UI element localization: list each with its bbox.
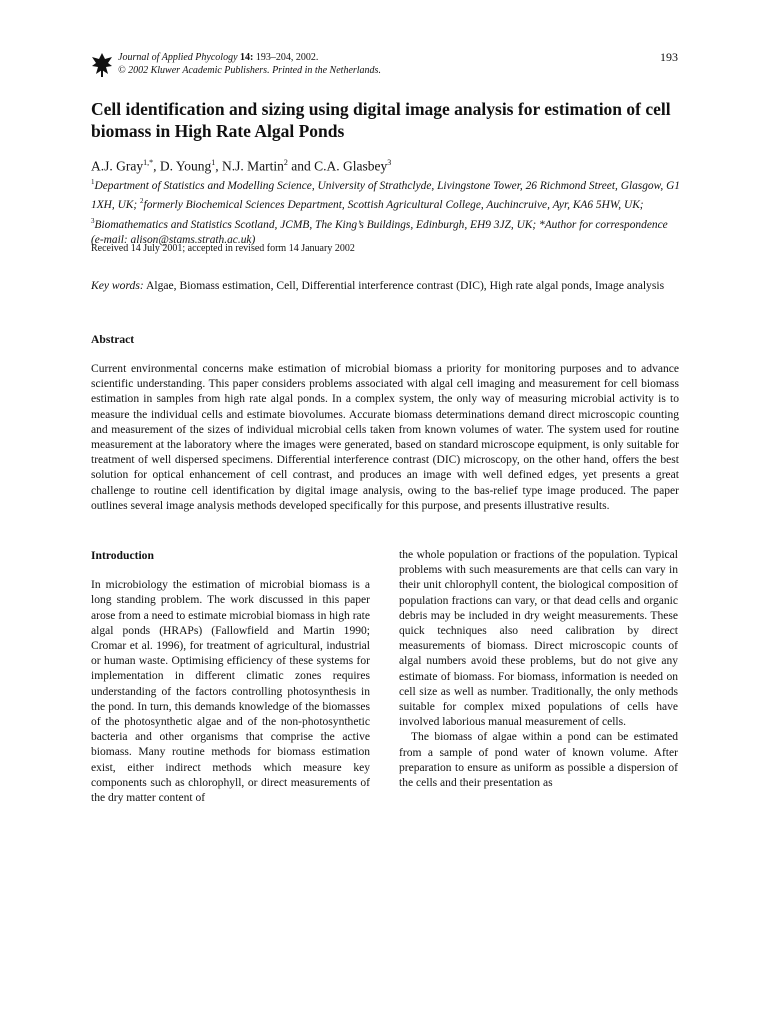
- affiliation-mark: 3: [91, 216, 95, 225]
- body-column-left: [91, 548, 370, 806]
- journal-header: [91, 50, 681, 80]
- affiliation-mark: 2: [140, 197, 144, 206]
- kluwer-logo-icon: [91, 52, 113, 78]
- author-affiliation-mark: 3: [387, 158, 392, 167]
- author-affiliation-mark: 2: [283, 158, 288, 167]
- keywords-label: Key words:: [91, 279, 144, 292]
- affiliations: [91, 175, 681, 248]
- author-affiliation-mark: 1: [211, 158, 216, 167]
- author-list: [91, 158, 681, 175]
- keywords: [91, 278, 679, 293]
- affiliation-text: Department of Statistics and Modelling Science, University of Strathclyde, Livingstone Tower, 26 Richmond Street, Glasgow, G1 1XH, UK;: [91, 179, 680, 212]
- abstract-text: Current environmental concerns make estimation of microbial biomass a priority for monitoring purposes and to advance scientific understanding. This paper considers problems associated with algal cell imaging and measurement for cell biomass estimation in samples from high rate algal ponds. In a complex system, the only way of measuring microbial activity is to measure the individual cells and estimate biovolumes. Accurate biomass determinations demand direct microscopic counting and measurement of the sizes of individual microbial cells taken from known volumes of water. The system used for routine measurement at the laboratory where the images were generated, based on standard microscope equipment, is only suitable for treatment of well dispersed specimens. Differential interference contrast (DIC) microscopy, on the other hand, offers the best solution for optical enhancement of cell contrast, and produces an image with well defined edges, yet presents a great challenge to routine cell identification by digital image analysis, owing to the bas-relief type image produced. The paper outlines several image analysis methods developed specifically for this purpose, and presents illustrative results.: [91, 363, 679, 512]
- body-paragraph: The biomass of algae within a pond can be estimated from a sample of pond water of known volume. After preparation to ensure as uniform as possible a dispersion of the cells and their presentation as: [399, 731, 678, 790]
- keywords-text: Algae, Biomass estimation, Cell, Differential interference contrast (DIC), High rate algal ponds, Image analysis: [143, 279, 665, 292]
- body-column-right: [399, 548, 678, 791]
- author-affiliation-mark: 1,*: [143, 158, 154, 167]
- received-dates: Received 14 July 2001; accepted in revised form 14 January 2002: [91, 243, 355, 254]
- affiliation-text: formerly Biochemical Sciences Department, Scottish Agricultural College, Auchincruive, Ayr, KA6 5HW, UK;: [143, 199, 644, 212]
- copyright-line: © 2002 Kluwer Academic Publishers. Printed in the Netherlands.: [118, 65, 381, 76]
- journal-citation: [118, 51, 381, 77]
- journal-pages: 193–204, 2002.: [255, 52, 319, 63]
- journal-volume: 14:: [240, 52, 254, 63]
- abstract-heading: Abstract: [91, 333, 135, 346]
- author-name: A.J. Gray: [91, 158, 144, 174]
- paper-title: Cell identification and sizing using digital image analysis for estimation of cell biomass in High Rate Algal Ponds: [91, 99, 671, 141]
- author-name: , D. Young: [153, 158, 212, 174]
- affiliation-mark: 1: [91, 178, 95, 186]
- page-number: 193: [660, 50, 678, 64]
- author-name: , N.J. Martin: [215, 158, 284, 174]
- affiliation-text: Biomathematics and Statistics Scotland, JCMB, The King’s Buildings, Edinburgh, EH9 3JZ, UK; *Author for correspondence (e-mail: alison@stams.strath.ac.uk): [91, 218, 668, 246]
- introduction-heading: Introduction: [91, 549, 154, 562]
- journal-name: Journal of Applied Phycology: [118, 52, 238, 63]
- author-name: and C.A. Glasbey: [287, 158, 388, 174]
- body-paragraph: In microbiology the estimation of microbial biomass is a long standing problem. The work discussed in this paper arose from a need to estimate microbial biomass in high rate algal ponds (HRAPs) (Fallowfield and Martin 1990; Cromar et al. 1996), for treatment of agricultural, industrial or human waste. Optimising efficiency of these systems for implementation in different climatic zones requires understanding of the factors controlling photosynthesis in the pond. In turn, this demands knowledge of the biomasses of the photosynthetic algae and of the non-photosynthetic bacteria and other organisms that comprise the active biomass. Many routine methods for biomass estimation exist, either indirect methods which measure key components such as chlorophyll, or direct measurements of the dry matter content of: [91, 579, 370, 805]
- body-paragraph: the whole population or fractions of the population. Typical problems with such measurements are that cells can vary in their unit chlorophyll content, the biological composition of population fractions can vary, or that dead cells and organic debris may be included in dry weight measurements. These quick techniques also need calibration by direct measurements of biomass. Direct microscopic counts of algal numbers avoid these problems, but do not give any estimate of biomass. For biomass, information is needed on cell size as well as number. Traditionally, the only methods suitable for complex mixed populations of cells have involved laborious manual measurement of cells.: [399, 549, 678, 729]
